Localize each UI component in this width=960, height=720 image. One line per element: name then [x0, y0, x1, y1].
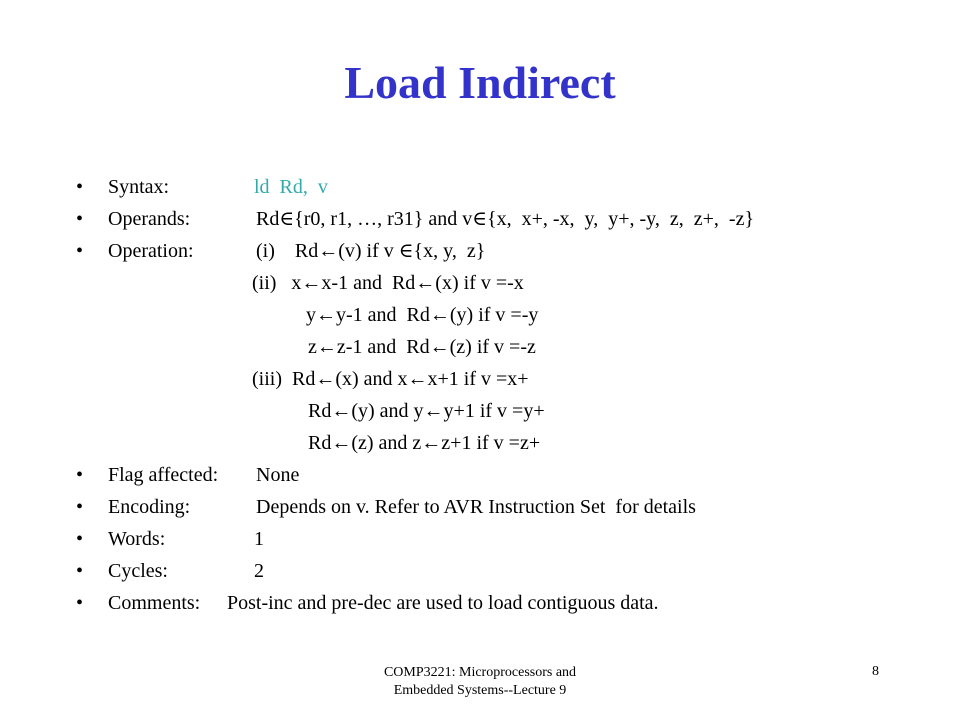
operation-label: Operation: [108, 240, 194, 262]
page-number: 8 [872, 664, 879, 679]
bullet-syntax: • [76, 176, 84, 198]
syntax-label: Syntax: [108, 176, 170, 198]
cycles-value: 2 [254, 560, 264, 582]
encoding-label: Encoding: [108, 496, 191, 518]
operation-line-6: Rd←(y) and y←y+1 if v =y+ [308, 400, 545, 422]
slide-title: Load Indirect [344, 57, 616, 108]
footer-course [300, 664, 660, 700]
operands-label: Operands: [108, 208, 191, 230]
bullet-operation: • [76, 240, 84, 262]
bullet-words: • [76, 528, 84, 550]
operation-line-4: z←z-1 and Rd←(z) if v =-z [308, 336, 536, 358]
bullet-comments: • [76, 592, 84, 614]
operands-value: Rd∈{r0, r1, …, r31} and v∈{x, x+, -x, y, y+, -y, z, z+, -z} [256, 208, 755, 230]
comments-value: Post-inc and pre-dec are used to load contiguous data. [227, 592, 659, 614]
syntax-value: ld Rd, v [254, 176, 328, 198]
footer-course-line-1: COMP3221: Microprocessors and [383, 665, 577, 680]
words-label: Words: [108, 528, 166, 550]
encoding-value: Depends on v. Refer to AVR Instruction Set for details [256, 496, 696, 518]
words-value: 1 [254, 528, 264, 550]
bullet-operands: • [76, 208, 84, 230]
operation-line-2: (ii) x←x-1 and Rd←(x) if v =-x [252, 272, 524, 294]
operation-line-3: y←y-1 and Rd←(y) if v =-y [306, 304, 539, 326]
operation-line-7: Rd←(z) and z←z+1 if v =z+ [308, 432, 541, 454]
bullet-flag: • [76, 464, 84, 486]
cycles-label: Cycles: [108, 560, 168, 582]
operation-line-5: (iii) Rd←(x) and x←x+1 if v =x+ [252, 368, 529, 390]
footer-course-line-2: Embedded Systems--Lecture 9 [393, 683, 567, 698]
bullet-cycles: • [76, 560, 84, 582]
flag-label: Flag affected: [108, 464, 219, 486]
operation-line-1: (i) Rd←(v) if v ∈{x, y, z} [256, 240, 486, 262]
bullet-encoding: • [76, 496, 84, 518]
comments-label: Comments: [108, 592, 201, 614]
flag-value: None [256, 464, 300, 486]
